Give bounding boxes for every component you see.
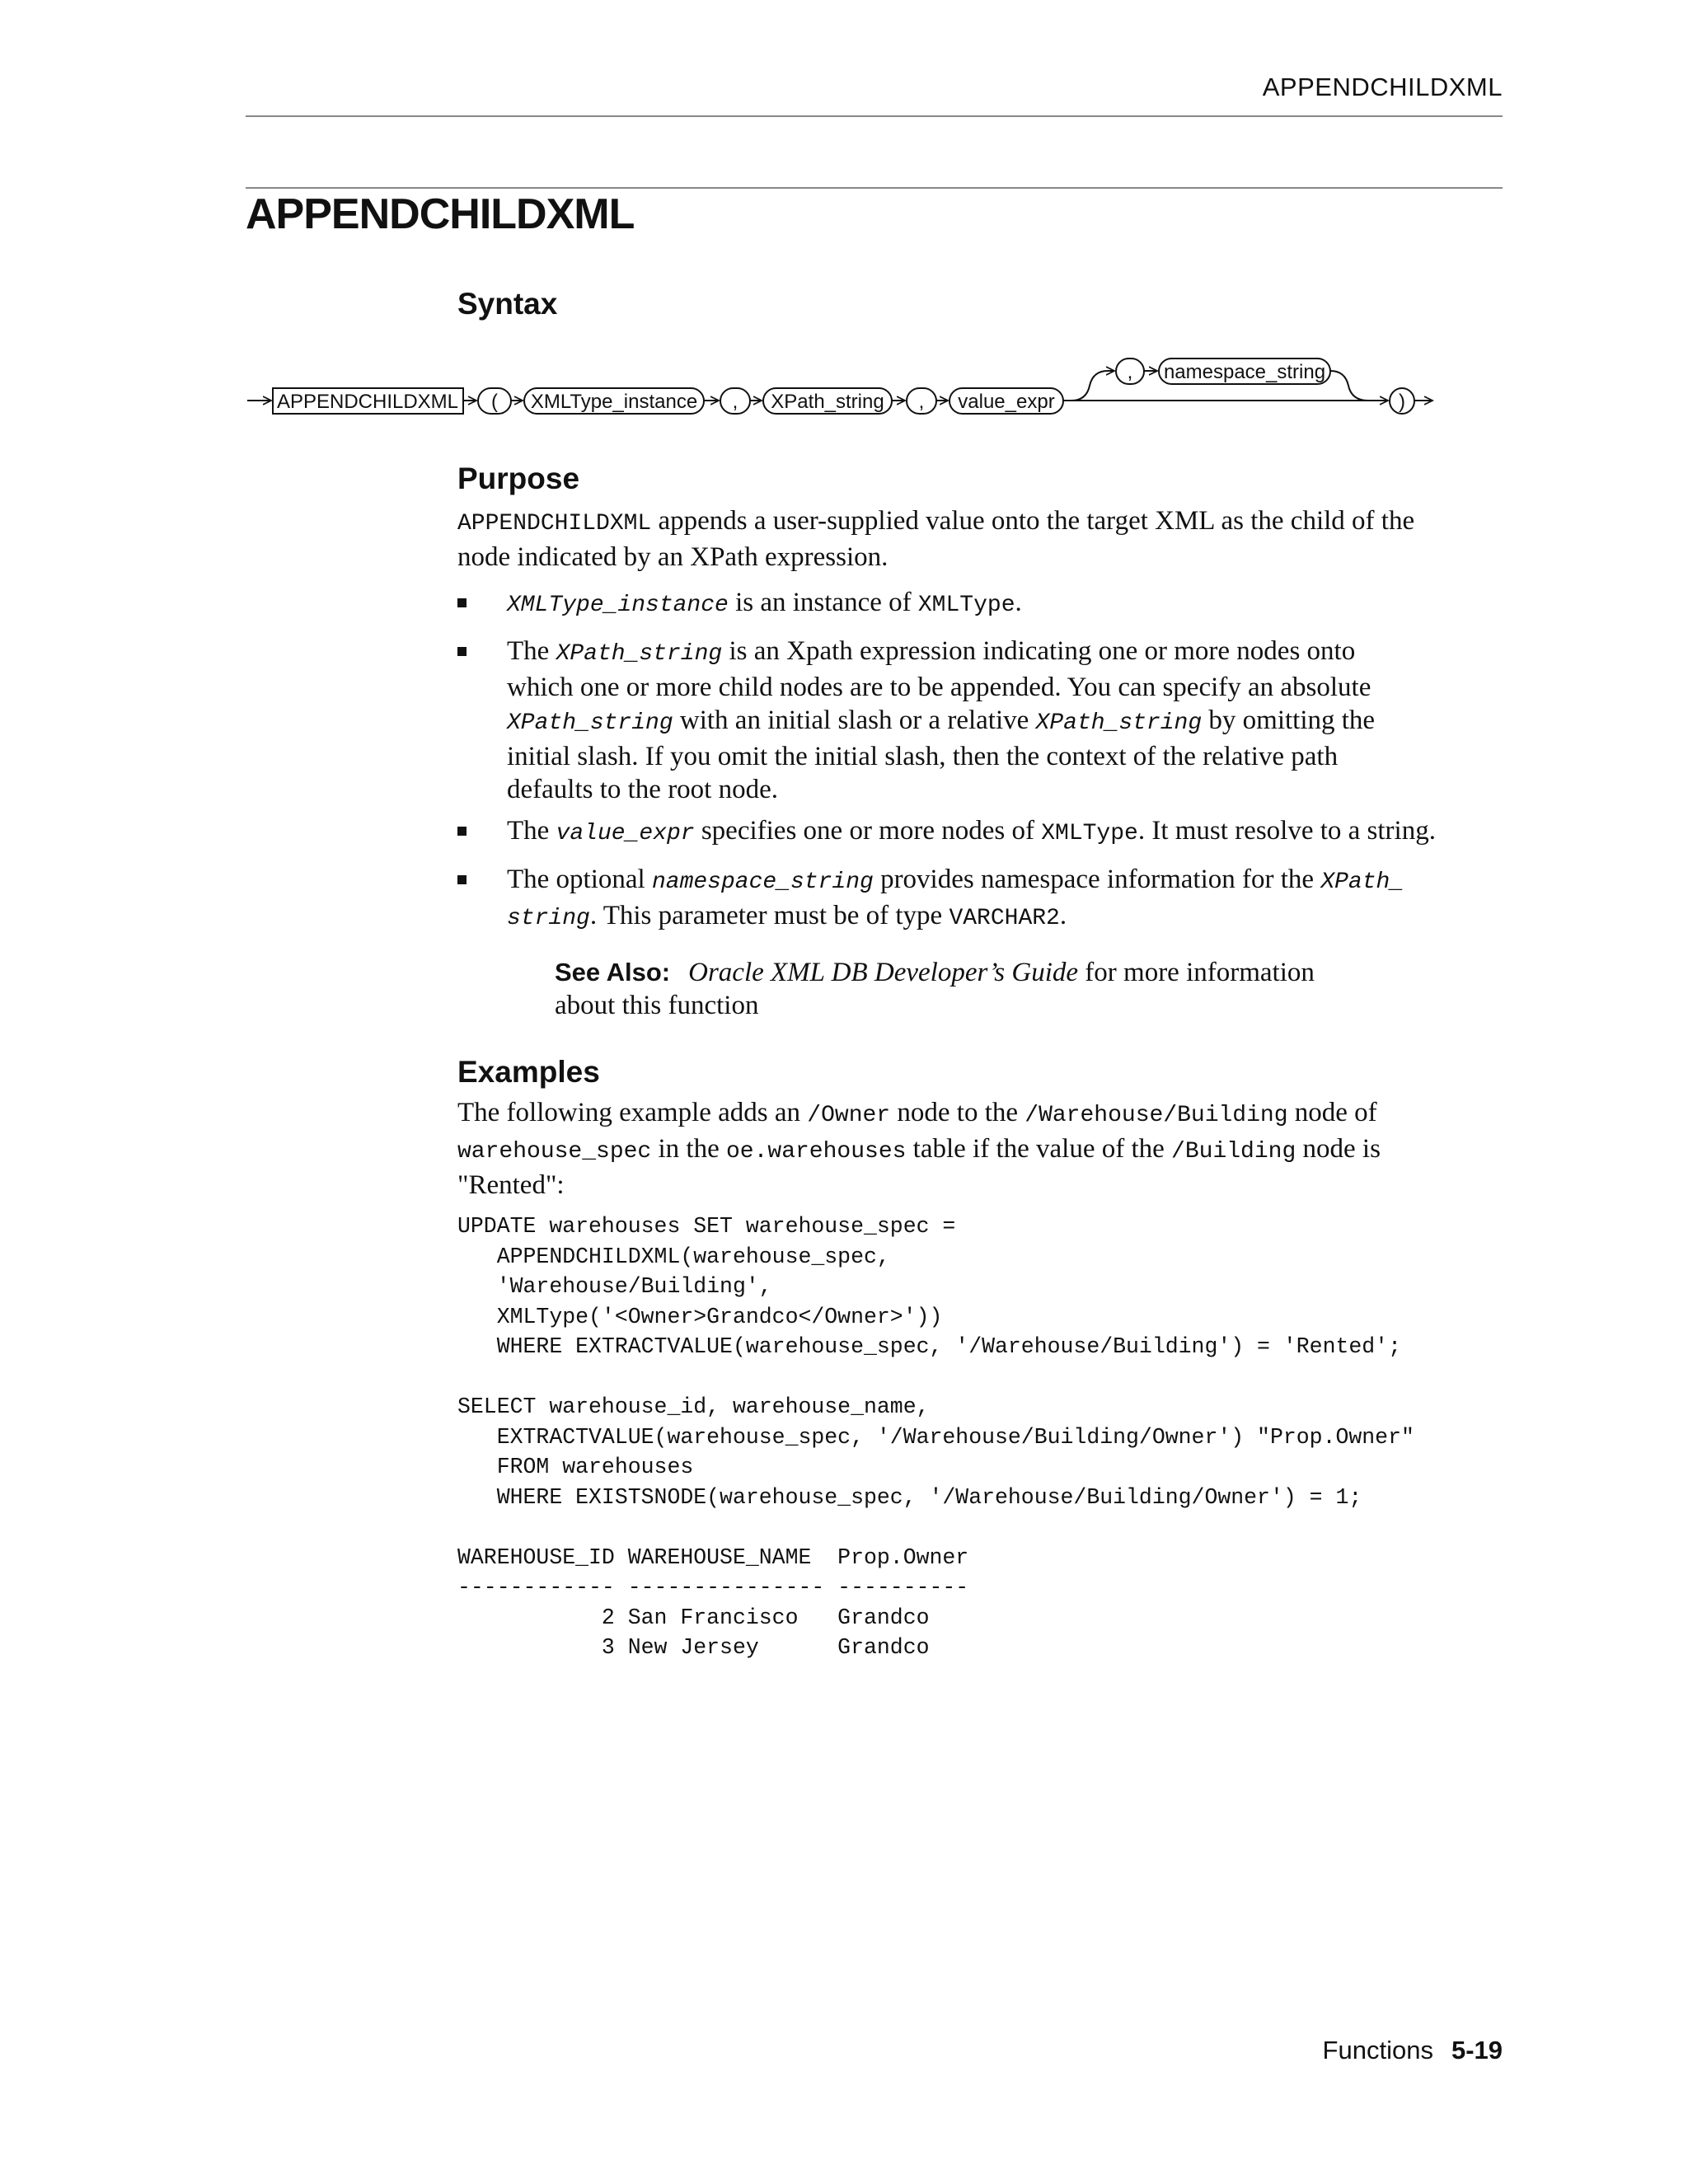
code-example [457, 1212, 1414, 1663]
text: is an instance of [728, 588, 918, 617]
text: by omitting the [1202, 705, 1376, 735]
text: with an initial slash or a relative [673, 705, 1036, 735]
diagram-arg-namespace-string: namespace_string [1163, 361, 1326, 383]
text: which one or more child nodes are to be appended. You can specify an absolute [507, 673, 1372, 702]
bullet-marker [457, 875, 467, 884]
inline-code: XPath_string [556, 641, 723, 667]
syntax-diagram [0, 338, 1688, 437]
diagram-close-paren: ) [1399, 391, 1405, 413]
code-line: WHERE EXISTSNODE(warehouse_spec, '/Warehouse/Building/Owner') = 1; [457, 1484, 1362, 1510]
diagram-comma: , [918, 391, 925, 413]
diagram-arg-xpath-string: XPath_string [771, 391, 884, 413]
inline-code: XPath_string [507, 710, 673, 736]
code-line: 3 New Jersey Grandco [457, 1635, 930, 1660]
inline-code: warehouse_spec [457, 1139, 652, 1165]
inline-code: XPath_string [1035, 710, 1203, 736]
running-header: APPENDCHILDXML [1262, 73, 1503, 101]
text: node indicated by an XPath expression. [457, 542, 889, 572]
inline-code: namespace_string [651, 869, 874, 895]
code-line: APPENDCHILDXML(warehouse_spec, [457, 1244, 890, 1269]
page-title: APPENDCHILDXML [246, 190, 635, 238]
inline-code: value_expr [556, 821, 695, 846]
inline-code: XMLType_instance [507, 593, 729, 618]
text: provides namespace information for the [873, 865, 1321, 894]
list-item [507, 814, 1503, 851]
code-line: 2 San Francisco Grandco [457, 1605, 930, 1630]
text: is an Xpath expression indicating one or more nodes onto [722, 636, 1356, 666]
inline-code: XMLType [917, 593, 1015, 618]
list-item [507, 586, 1503, 622]
bullet-marker [457, 598, 467, 607]
text: . It must resolve to a string. [1137, 816, 1436, 846]
text: The following example adds an [457, 1098, 808, 1127]
code-line: EXTRACTVALUE(warehouse_spec, '/Warehouse/Building/Owner') "Prop.Owner" [457, 1424, 1414, 1450]
inline-code: VARCHAR2 [949, 906, 1060, 931]
text: . [1015, 588, 1022, 617]
inline-code: XMLType [1041, 821, 1138, 846]
see-also-note [555, 956, 1379, 1022]
footer-section: Functions [1322, 2036, 1433, 2064]
code-line: SELECT warehouse_id, warehouse_name, [457, 1394, 930, 1419]
text: about this function [555, 991, 759, 1020]
purpose-heading: Purpose [457, 462, 580, 495]
diagram-keyword: APPENDCHILDXML [276, 391, 459, 413]
text: for more information [1078, 958, 1315, 987]
inline-code: APPENDCHILDXML [457, 511, 652, 537]
text: . This parameter must be of type [589, 901, 950, 930]
text: initial slash. If you omit the initial slash, then the context of the relative path [507, 742, 1339, 771]
text: The optional [507, 865, 652, 894]
diagram-arg-value-expr: value_expr [958, 391, 1055, 413]
examples-intro [457, 1096, 1503, 1202]
page-footer [1323, 2036, 1503, 2065]
inline-code: /Owner [807, 1103, 891, 1128]
inline-code: XPath_ [1320, 869, 1404, 895]
page-number: 5-19 [1451, 2036, 1503, 2064]
inline-code: string [507, 906, 590, 931]
inline-code: /Warehouse/Building [1025, 1103, 1288, 1128]
code-line: FROM warehouses [457, 1455, 694, 1479]
text: table if the value of the [906, 1134, 1172, 1164]
code-line: WHERE EXTRACTVALUE(warehouse_spec, '/Warehouse/Building') = 'Rented'; [457, 1334, 1401, 1359]
diagram-optional-comma: , [1127, 361, 1133, 383]
title-rule [246, 187, 1503, 189]
code-line: XMLType('<Owner>Grandco</Owner>')) [457, 1304, 943, 1329]
see-also-book-title: Oracle XML DB Developer’s Guide [688, 958, 1079, 987]
text: node of [1287, 1098, 1377, 1127]
text: . [1059, 901, 1067, 930]
inline-code: oe.warehouses [725, 1139, 907, 1165]
code-line: ------------ --------------- ---------- [457, 1575, 969, 1600]
code-line: WAREHOUSE_ID WAREHOUSE_NAME Prop.Owner [457, 1544, 969, 1570]
diagram-open-paren: ( [491, 391, 498, 413]
inline-code: /Building [1171, 1139, 1296, 1165]
syntax-heading: Syntax [457, 287, 558, 321]
text: in the [651, 1134, 726, 1164]
text: The [507, 816, 556, 846]
bullet-marker [457, 647, 467, 656]
text: specifies one or more nodes of [694, 816, 1042, 846]
header-rule [246, 115, 1503, 117]
code-line: 'Warehouse/Building', [457, 1274, 772, 1299]
purpose-intro [457, 504, 1503, 574]
text: node to the [890, 1098, 1025, 1127]
code-line: UPDATE warehouses SET warehouse_spec = [457, 1214, 956, 1239]
list-item [507, 635, 1503, 806]
text: The [507, 636, 556, 666]
text: appends a user-supplied value onto the target XML as the child of the [651, 506, 1415, 536]
text: defaults to the root node. [507, 775, 779, 804]
list-item [507, 863, 1503, 935]
text: "Rented": [457, 1170, 565, 1200]
see-also-label: See Also: [555, 958, 671, 987]
examples-heading: Examples [457, 1055, 600, 1089]
diagram-arg-xmltype-instance: XMLType_instance [530, 391, 698, 413]
diagram-comma: , [732, 391, 738, 413]
text: node is [1296, 1134, 1381, 1164]
bullet-marker [457, 827, 467, 836]
